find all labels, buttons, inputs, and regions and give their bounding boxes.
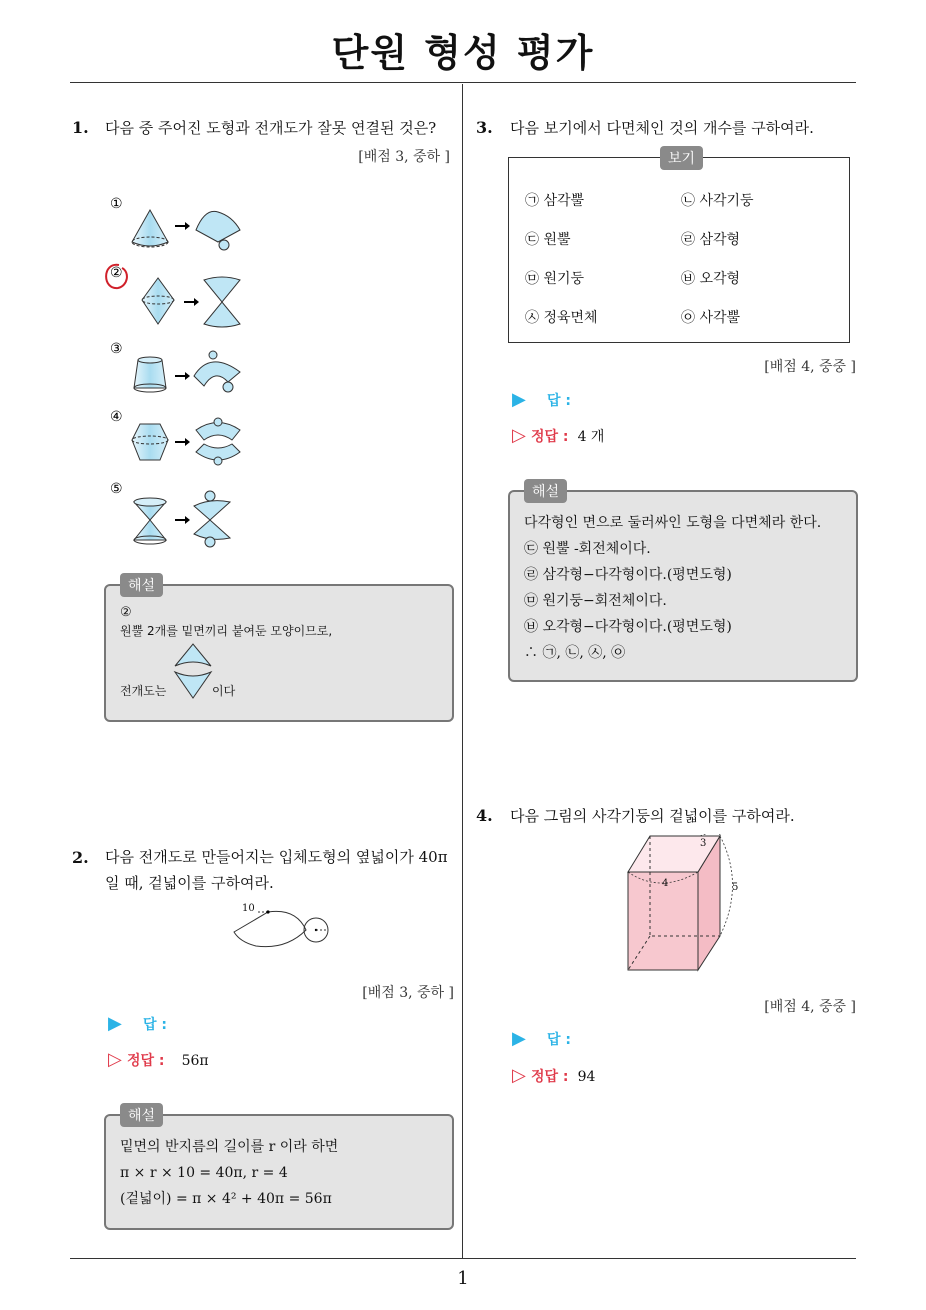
q3-bogi-box <box>508 157 850 343</box>
q4-answer-row <box>512 1028 571 1049</box>
q4-number: 4. <box>476 806 493 825</box>
option-3-label: ③ <box>110 341 123 357</box>
correct-triangle-icon: ▷ <box>512 1065 526 1086</box>
bogi-item-8: ㉧ 사각뿔 <box>681 310 741 326</box>
q4-correct-label: 정답 : <box>530 1069 569 1085</box>
bogi-item-4: ㉣ 삼각형 <box>681 232 741 248</box>
q1-exp-line3: 전개도는 <box>120 684 167 698</box>
q2-score: [배점 3, 중하 ] <box>362 985 454 1001</box>
q3-correct-label: 정답 : <box>530 429 569 445</box>
q3-answer-label: 답 : <box>546 393 571 409</box>
bogi-item-7: ㉦ 정육면체 <box>525 310 598 326</box>
q2-number: 2. <box>72 848 89 867</box>
q1-exp-line1: ② <box>120 605 132 620</box>
q3-exp-line5: ㉥ 오각형−다각형이다.(평면도형) <box>524 619 732 635</box>
q3-exp-line1: 다각형인 면으로 둘러싸인 도형을 다면체라 한다. <box>524 515 822 531</box>
answer-arrow-icon: ▶ <box>512 1028 526 1049</box>
bogi-item-1: ㉠ 삼각뿔 <box>525 193 585 209</box>
q2-explanation-tag: 해설 <box>120 1103 163 1127</box>
q2-net-figure <box>226 900 336 950</box>
q1-number: 1. <box>72 118 89 137</box>
bogi-item-5: ㉤ 원기둥 <box>525 271 585 287</box>
q3-number: 3. <box>476 118 493 137</box>
answer-arrow-icon: ▶ <box>108 1013 122 1034</box>
bogi-item-6: ㉥ 오각형 <box>681 271 741 287</box>
q2-answer-row <box>108 1013 167 1034</box>
q3-exp-line4: ㉤ 원기둥−회전체이다. <box>524 593 667 609</box>
correct-triangle-icon: ▷ <box>512 425 526 446</box>
q1-explanation-box <box>104 584 454 722</box>
footer-divider <box>70 1258 856 1259</box>
q4-dim-height: 5 <box>732 882 739 893</box>
q4-answer-label: 답 : <box>546 1032 571 1048</box>
q4-dim-width: 4 <box>662 878 669 889</box>
q2-exp-line3: (겉넓이) = π × 4² + 40π = 56π <box>120 1191 332 1207</box>
q2-text-line1: 다음 전개도로 만들어지는 입체도형의 옆넓이가 40π <box>105 848 448 866</box>
page-title: 단원 형성 평가 <box>331 31 595 75</box>
q1-exp-line4: 이다 <box>212 684 236 698</box>
option-2-label: ② <box>110 265 123 281</box>
bogi-item-3: ㉢ 원뿔 <box>525 232 571 248</box>
q3-answer-row <box>512 389 571 410</box>
answer-arrow-icon: ▶ <box>512 389 526 410</box>
column-divider <box>462 84 463 1259</box>
q2-exp-line2: π × r × 10 = 40π, r = 4 <box>120 1165 288 1181</box>
option-4-label: ④ <box>110 409 123 425</box>
q1-score: [배점 3, 중하 ] <box>358 149 450 165</box>
q1-exp-line2: 원뿔 2개를 밑면끼리 붙여둔 모양이므로, <box>120 624 333 638</box>
q3-explanation-tag: 해설 <box>524 479 567 503</box>
page-number: 1 <box>457 1268 469 1289</box>
q4-score: [배점 4, 중중 ] <box>764 999 856 1015</box>
q2-exp-line1: 밑면의 반지름의 길이를 r 이라 하면 <box>120 1139 339 1155</box>
q3-correct-value: 4 개 <box>577 429 605 445</box>
q2-correct-value: 56π <box>181 1053 209 1069</box>
q4-prism-figure <box>620 834 750 974</box>
q1-text: 다음 중 주어진 도형과 전개도가 잘못 연결된 것은? <box>105 119 437 137</box>
q2-correct-row <box>108 1049 209 1070</box>
q3-exp-line6: ∴ ㉠, ㉡, ㉦, ㉧ <box>524 645 626 661</box>
q2-correct-label: 정답 : <box>126 1053 165 1069</box>
q4-correct-row <box>512 1065 595 1086</box>
q2-explanation-box <box>104 1114 454 1230</box>
q4-dim-depth: 3 <box>700 838 707 849</box>
q2-figure-label: 10 <box>242 903 255 914</box>
q3-score: [배점 4, 중중 ] <box>764 359 856 375</box>
option-5-label: ⑤ <box>110 481 123 497</box>
q3-bogi-tag: 보기 <box>660 146 703 170</box>
q1-explanation-tag: 해설 <box>120 573 163 597</box>
q3-explanation-box <box>508 490 858 682</box>
header-divider <box>70 82 856 83</box>
q3-correct-row <box>512 425 604 446</box>
q2-answer-label: 답 : <box>142 1017 167 1033</box>
q3-text: 다음 보기에서 다면체인 것의 개수를 구하여라. <box>510 119 814 137</box>
option-1-label: ① <box>110 196 123 212</box>
correct-triangle-icon: ▷ <box>108 1049 122 1070</box>
bogi-item-2: ㉡ 사각기둥 <box>681 193 754 209</box>
q1-exp-net-figure <box>172 638 214 702</box>
q2-text-line2: 일 때, 겉넓이를 구하여라. <box>105 874 274 892</box>
q3-exp-line2: ㉢ 원뿔 -회전체이다. <box>524 541 651 557</box>
q4-correct-value: 94 <box>577 1069 596 1085</box>
q3-exp-line3: ㉣ 삼각형−다각형이다.(평면도형) <box>524 567 732 583</box>
q4-text: 다음 그림의 사각기둥의 겉넓이를 구하여라. <box>510 807 795 825</box>
q1-options-figure <box>100 190 260 550</box>
